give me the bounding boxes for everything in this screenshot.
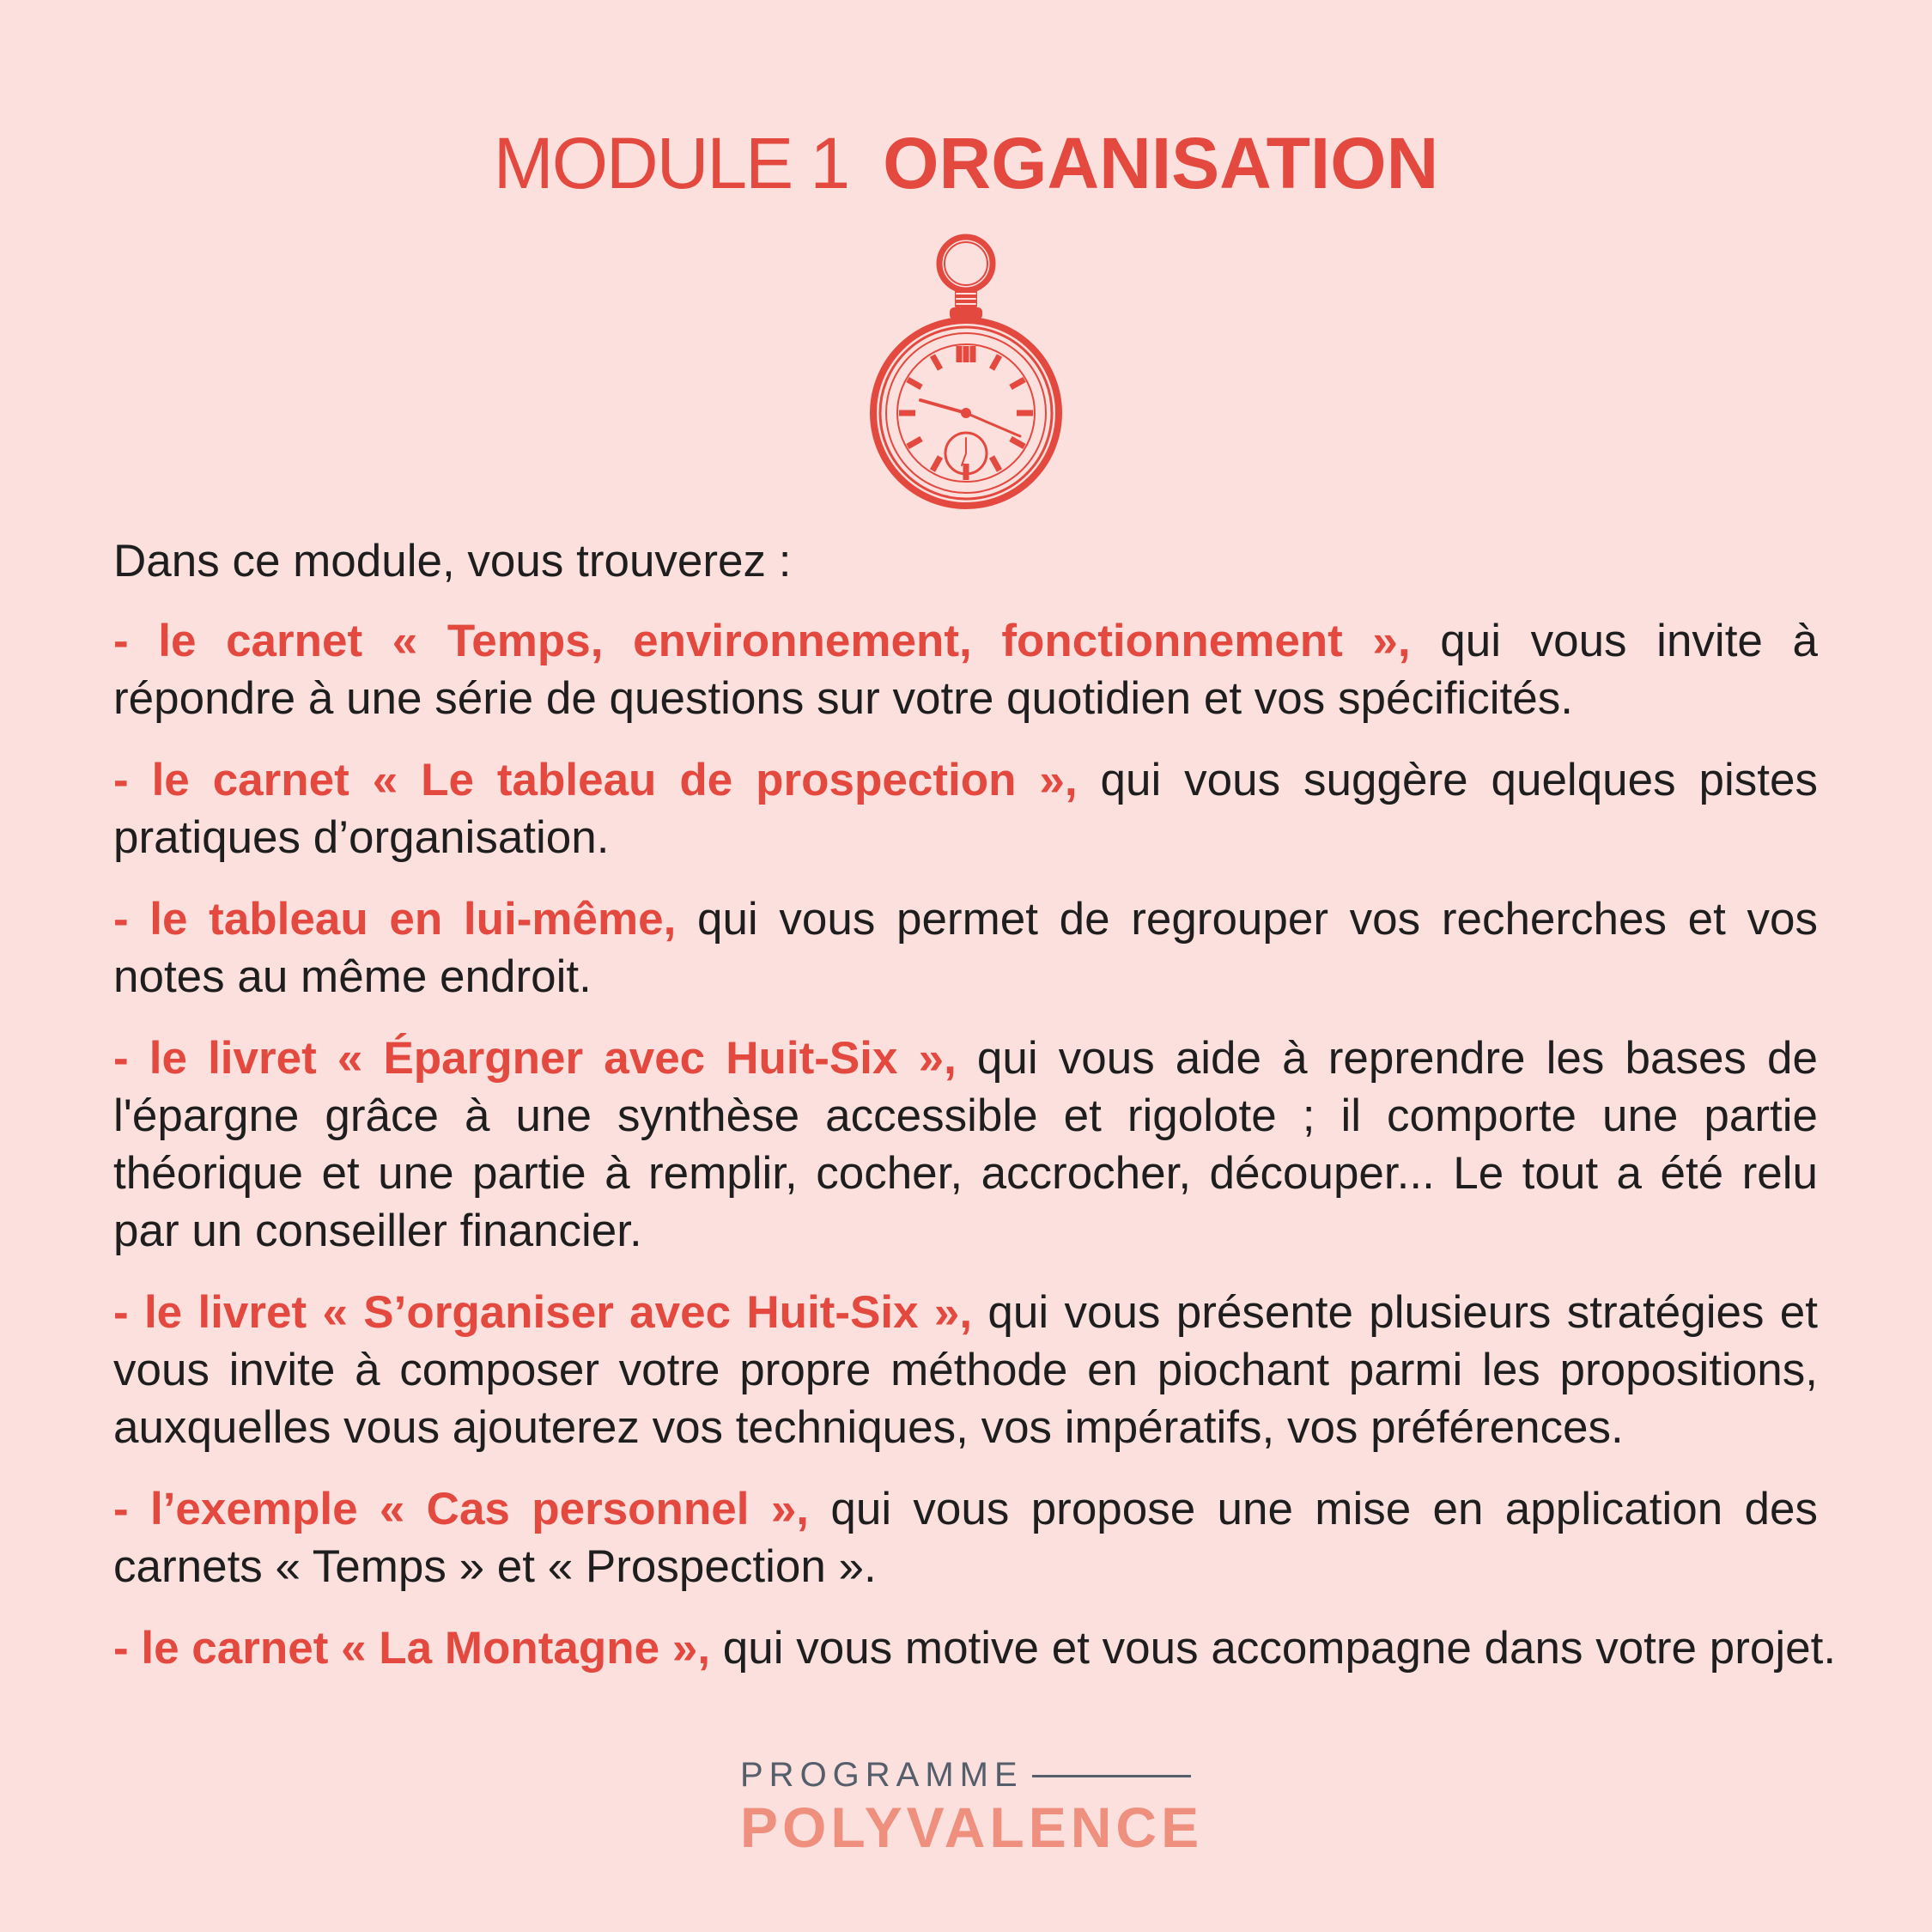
list-item	[113, 1284, 1818, 1456]
item-text: qui vous permet de regrouper vos recherches et vos notes au même endroit.	[113, 894, 1818, 1002]
list-item	[113, 890, 1818, 1005]
item-highlight: - l’exemple « Cas personnel »,	[113, 1484, 810, 1534]
item-highlight: - le carnet « La Montagne »,	[113, 1623, 711, 1674]
programme-logo	[740, 1753, 1204, 1859]
item-text: qui vous propose une mise en application des carnets « Temps » et « Prospection ».	[113, 1484, 1818, 1592]
module-label: MODULE 1	[493, 123, 849, 204]
item-highlight: - le carnet « Temps, environnement, fonctionnement »,	[113, 616, 1411, 666]
list-item	[113, 1619, 1837, 1677]
list-item	[113, 612, 1818, 727]
module-content	[113, 532, 1837, 1701]
item-text: qui vous suggère quelques pistes pratiques d’organisation.	[113, 755, 1818, 863]
list-item	[113, 1030, 1818, 1260]
item-text: qui vous motive et vous accompagne dans votre projet.	[710, 1623, 1837, 1674]
list-item	[113, 751, 1818, 866]
list-item	[113, 1480, 1818, 1595]
logo-line-programme: PROGRAMME	[740, 1756, 1024, 1794]
intro-text: Dans ce module, vous trouverez :	[113, 536, 792, 586]
item-text: qui vous présente plusieurs stratégies et vous invite à composer votre propre méthode en piochant parmi les propositions, auxquelles vous ajouterez vos techniques, vos impératifs, vos préférences.	[113, 1287, 1819, 1453]
item-text: qui vous invite à répondre à une série de questions sur votre quotidien et vos spécificités.	[113, 616, 1818, 724]
item-text: qui vous aide à reprendre les bases de l'épargne grâce à une synthèse accessible et rigolote ; il comporte une partie théorique et une partie à remplir, cocher, accrocher, découper... Le tout a été relu par un conseiller financier.	[113, 1033, 1818, 1256]
module-title: ORGANISATION	[883, 123, 1439, 204]
logo-divider	[1032, 1775, 1191, 1777]
item-highlight: - le tableau en lui-même,	[113, 894, 677, 945]
item-highlight: - le carnet « Le tableau de prospection »,	[113, 755, 1078, 805]
logo-line-polyvalence: POLYVALENCE	[740, 1795, 1204, 1859]
pocket-watch-icon	[867, 232, 1065, 515]
item-highlight: - le livret « Épargner avec Huit-Six »,	[113, 1033, 957, 1084]
page-title	[0, 120, 1932, 206]
item-highlight: - le livret « S’organiser avec Huit-Six »,	[113, 1287, 973, 1338]
